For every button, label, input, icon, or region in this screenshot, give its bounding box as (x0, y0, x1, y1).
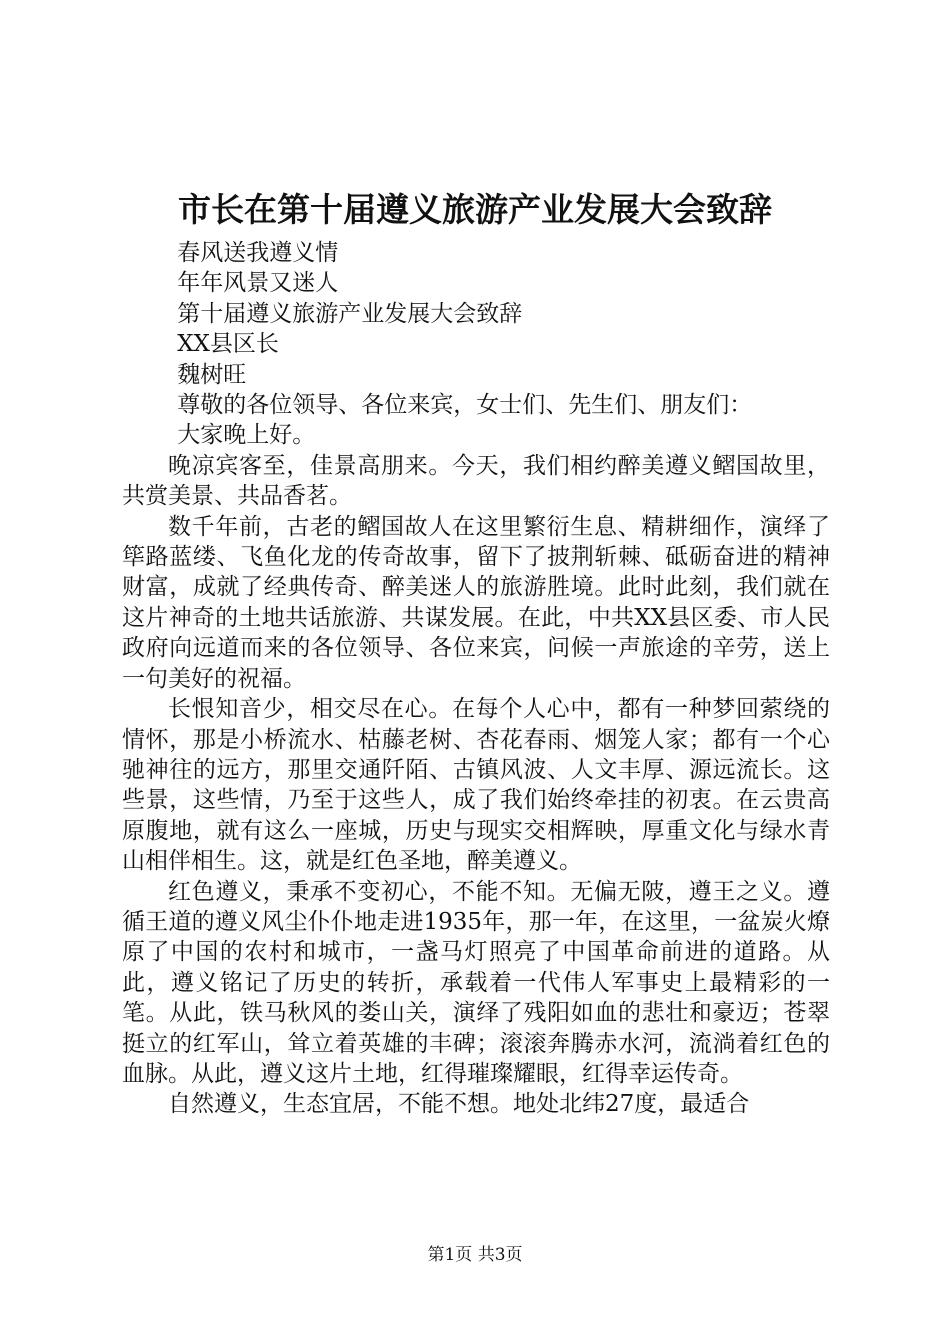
paragraph: 长恨知音少，相交尽在心。在每个人心中，都有一种梦回萦绕的情怀，那是小桥流水、枯藤老树、杏花春雨、烟笼人家；都有一个心驰神往的远方，那里交通阡陌、古镇风波、人文丰厚、源远流长。这些景，这些情，乃至于这些人，成了我们始终牵挂的初衷。在云贵高原腹地，就有这么一座城，历史与现实交相辉映，厚重文化与绿水青山相伴相生。这，就是红色圣地，醉美遵义。 (122, 696, 830, 875)
speaker-name: 魏树旺 (177, 361, 247, 388)
page-number: 第1页 共3页 (427, 1245, 523, 1265)
paragraph: 数千年前，古老的鳛国故人在这里繁衍生息、精耕细作，演绎了筚路蓝缕、飞鱼化龙的传奇故事，留下了披荆斩棘、砥砺奋进的精神财富，成就了经典传奇、醉美迷人的旅游胜境。此时此刻，我们就在这片神奇的土地共话旅游、共谋发展。在此，中共XX县区委、市人民政府向远道而来的各位领导、各位来宾，问候一声旅途的辛劳，送上一句美好的祝福。 (122, 513, 830, 692)
document-body (122, 238, 830, 1120)
paragraph: 晚凉宾客至，佳景高朋来。今天，我们相约醉美遵义鳛国故里，共赏美景、共品香茗。 (122, 452, 830, 510)
paragraph: 红色遵义，秉承不变初心，不能不知。无偏无陂，遵王之义。遵循王道的遵义风尘仆仆地走进1935年，那一年，在这里，一盆炭火燎原了中国的农村和城市，一盏马灯照亮了中国革命前进的道路。从此，遵义铭记了历史的转折，承载着一代伟人军事史上最精彩的一笔。从此，铁马秋风的娄山关，演绎了残阳如血的悲壮和豪迈；苍翠挺立的红军山，耸立着英雄的丰碑；滚滚奔腾赤水河，流淌着红色的血脉。从此，遵义这片土地，红得璀璨耀眼，红得幸运传奇。 (122, 878, 830, 1087)
paragraph: 自然遵义，生态宜居，不能不想。地处北纬27度，最适合 (168, 1091, 750, 1118)
subtitle-line-1: 春风送我遵义情 (177, 240, 339, 266)
greeting: 大家晚上好。 (177, 422, 316, 449)
speaker-title: XX县区长 (177, 331, 279, 358)
speech-heading: 第十届遵义旅游产业发展大会致辞 (177, 300, 523, 327)
document-title: 市长在第十届遵义旅游产业发展大会致辞 (178, 190, 772, 229)
subtitle-line-2: 年年风景又迷人 (177, 270, 339, 297)
salutation: 尊敬的各位领导、各位来宾，女士们、先生们、朋友们： (177, 392, 753, 419)
